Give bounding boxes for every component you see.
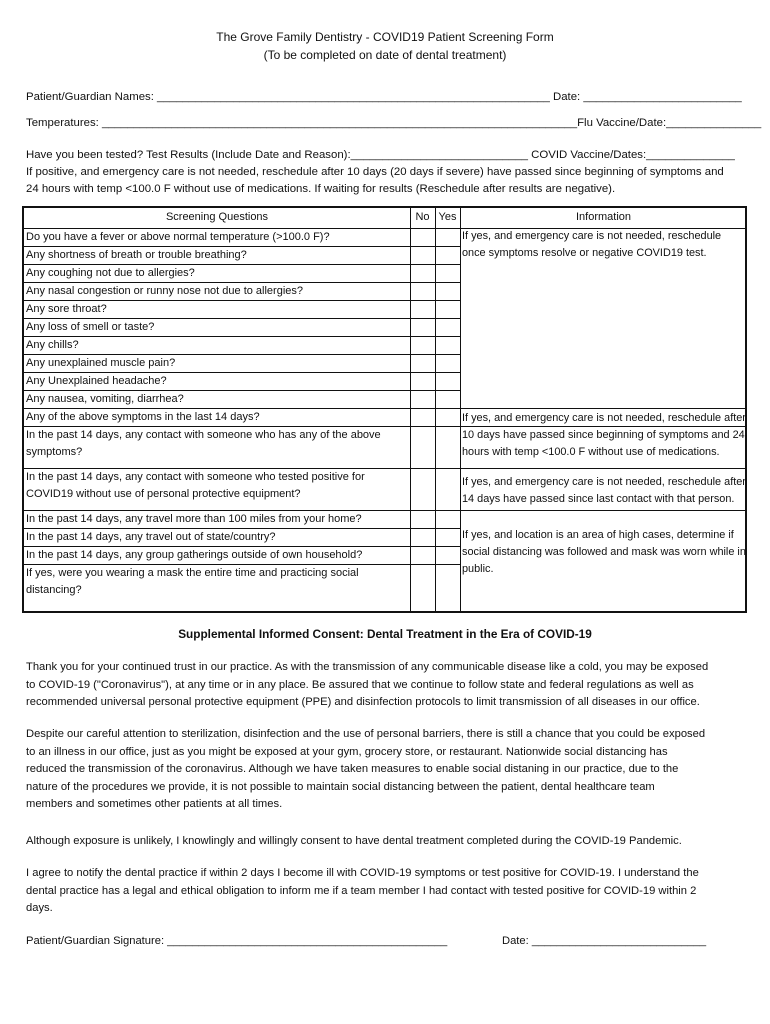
answer-yes-cell[interactable] <box>436 408 460 426</box>
column-divider <box>460 208 461 611</box>
screening-question <box>26 337 79 354</box>
answer-no-cell[interactable] <box>411 336 435 354</box>
instructions-line-1: If positive, and emergency care is not needed, reschedule after 10 days (20 days if severe) have passed since beginning of symptoms and <box>26 166 724 178</box>
screening-table <box>22 206 747 613</box>
consent-paragraph-1 <box>26 659 748 712</box>
info-block-positive-contact: If yes, and emergency care is not needed, reschedule after 14 days have passed since last contact with that person. <box>462 476 746 505</box>
answer-no-cell[interactable] <box>411 282 435 300</box>
answer-no-cell[interactable] <box>411 390 435 408</box>
screening-question-text: In the past 14 days, any contact with someone who tested positive for <box>26 471 365 483</box>
screening-question-text: In the past 14 days, any travel more than 100 miles from your home? <box>26 513 362 525</box>
info-block-travel: If yes, and location is an area of high cases, determine if social distancing was followed and mask was worn while in public. <box>462 529 746 575</box>
screening-question-text: If yes, were you wearing a mask the entire time and practicing social <box>26 567 359 579</box>
screening-question <box>26 229 330 246</box>
consent-p1-line: Thank you for your continued trust in our practice. As with the transmission of any communicable disease like a cold, you may be exposed <box>26 661 709 673</box>
consent-p4-line: I agree to notify the dental practice if within 2 days I become ill with COVID-19 symptoms or test positive for COVID-19. I understand the <box>26 867 699 879</box>
header-information: Information <box>575 211 632 223</box>
signature-date-field[interactable]: Date: ____________________________ <box>502 935 707 947</box>
answer-no-cell[interactable] <box>411 468 435 510</box>
screening-question <box>26 469 365 503</box>
screening-question <box>26 355 175 372</box>
consent-title: Supplemental Informed Consent: Dental Treatment in the Era of COVID-19 <box>178 627 592 641</box>
header-yes: Yes <box>438 211 457 223</box>
instructions-line-2: 24 hours with temp <100.0 F without use of medications. If waiting for results (Reschedule after results are negative). <box>26 183 616 195</box>
answer-no-cell[interactable] <box>411 264 435 282</box>
screening-question <box>26 265 195 282</box>
screening-question-text: Any of the above symptoms in the last 14 days? <box>26 411 260 423</box>
screening-question <box>26 547 362 564</box>
consent-p2-line: reduced the transmission of the coronavirus. Although we have taken measures to enable social distaning in our practice, due to the <box>26 763 679 775</box>
info-block-recent-symptoms: If yes, and emergency care is not needed, reschedule after 10 days have passed since beginning of symptoms and 24 hours with temp <100.0 F without use of medications. <box>462 412 746 458</box>
consent-p4-line: days. <box>26 902 53 914</box>
consent-p2-line: to an illness in our office, just as you might be exposed at your gym, grocery store, or restaurant. Nationwide social distancing has <box>26 745 668 758</box>
consent-paragraph-2 <box>26 726 748 814</box>
answer-yes-cell[interactable] <box>436 546 460 564</box>
answer-yes-cell[interactable] <box>436 510 460 528</box>
answer-no-cell[interactable] <box>411 318 435 336</box>
screening-question-text: Any unexplained muscle pain? <box>26 357 176 369</box>
answer-no-cell[interactable] <box>411 372 435 390</box>
signature-field[interactable]: Patient/Guardian Signature: _____________________________________________ <box>26 935 448 947</box>
answer-yes-cell[interactable] <box>436 264 460 282</box>
screening-question-text: COVID19 without use of personal protective equipment? <box>26 488 301 500</box>
consent-p1-line: recommended universal personal protective equipment (PPE) and disinfection protocols to limit transmission of all diseases in our office. <box>26 696 700 708</box>
consent-paragraph-3: Although exposure is unlikely, I knowlingly and willingly consent to have dental treatment completed during the COVID-19 Pandemic. <box>26 835 682 847</box>
answer-yes-cell[interactable] <box>436 228 460 246</box>
answer-yes-cell[interactable] <box>436 528 460 546</box>
answer-yes-cell[interactable] <box>436 564 460 608</box>
screening-question <box>26 247 247 264</box>
screening-question <box>26 391 184 408</box>
screening-question-text: In the past 14 days, any contact with someone who has any of the above <box>26 429 381 441</box>
header-no: No <box>415 211 430 223</box>
answer-yes-cell[interactable] <box>436 426 460 468</box>
temperature-flu-vaccine-field[interactable]: Temperatures: ___________________________________________________________________________Flu Vaccine/Date:_______________ <box>26 117 762 129</box>
screening-question-text: Any coughing not due to allergies? <box>26 267 195 279</box>
screening-question-text: Any nasal congestion or runny nose not due to allergies? <box>26 285 304 297</box>
answer-no-cell[interactable] <box>411 228 435 246</box>
screening-question <box>26 373 167 390</box>
screening-question <box>26 427 381 461</box>
screening-question <box>26 301 107 318</box>
answer-yes-cell[interactable] <box>436 354 460 372</box>
consent-p2-line: Despite our careful attention to sterilization, disinfection and the use of personal barriers, there is still a chance that you could be exposed <box>26 728 706 740</box>
screening-question <box>26 529 275 546</box>
screening-question-text: Do you have a fever or above normal temperature (>100.0 F)? <box>26 231 330 243</box>
screening-question-text: Any Unexplained headache? <box>26 375 167 387</box>
answer-yes-cell[interactable] <box>436 246 460 264</box>
screening-question <box>26 511 362 528</box>
answer-no-cell[interactable] <box>411 510 435 528</box>
test-results-covid-vaccine-field[interactable]: Have you been tested? Test Results (Include Date and Reason):____________________________ COVID Vaccine/Dates:______________ <box>26 149 735 161</box>
answer-no-cell[interactable] <box>411 528 435 546</box>
screening-question-text: Any nausea, vomiting, diarrhea? <box>26 393 184 405</box>
answer-no-cell[interactable] <box>411 546 435 564</box>
answer-yes-cell[interactable] <box>436 336 460 354</box>
consent-p1-line: to COVID-19 ("Coronavirus"), at any time or in any place. Be assured that we continue to follow state and federal regulations as well as <box>26 678 694 691</box>
answer-yes-cell[interactable] <box>436 318 460 336</box>
screening-question-text: Any loss of smell or taste? <box>26 321 155 333</box>
form-subtitle: (To be completed on date of dental treatment) <box>263 48 507 62</box>
answer-no-cell[interactable] <box>411 246 435 264</box>
screening-question-text: distancing? <box>26 584 82 596</box>
screening-question <box>26 283 303 300</box>
screening-question <box>26 409 260 426</box>
consent-p4-line: dental practice has a legal and ethical obligation to inform me if a team member I had contact with tested positive for COVID-19 within 2 <box>26 884 697 897</box>
screening-question <box>26 319 154 336</box>
consent-p2-line: members and sometimes other patients at all times. <box>26 798 283 810</box>
header-screening-questions: Screening Questions <box>165 211 269 223</box>
answer-yes-cell[interactable] <box>436 372 460 390</box>
info-block-symptoms: If yes, and emergency care is not needed, reschedule once symptoms resolve or negative COVID19 test. <box>462 230 722 259</box>
screening-question-text: Any chills? <box>26 339 79 351</box>
answer-no-cell[interactable] <box>411 426 435 468</box>
answer-no-cell[interactable] <box>411 408 435 426</box>
screening-question-text: Any shortness of breath or trouble breathing? <box>26 249 247 261</box>
answer-no-cell[interactable] <box>411 354 435 372</box>
names-date-field[interactable]: Patient/Guardian Names: ______________________________________________________________ Date: _________________________ <box>26 91 742 103</box>
answer-no-cell[interactable] <box>411 300 435 318</box>
answer-yes-cell[interactable] <box>436 282 460 300</box>
answer-yes-cell[interactable] <box>436 468 460 510</box>
consent-paragraph-4 <box>26 865 748 918</box>
form-title: The Grove Family Dentistry - COVID19 Patient Screening Form <box>216 30 554 44</box>
screening-question-text: In the past 14 days, any group gatherings outside of own household? <box>26 549 363 561</box>
answer-yes-cell[interactable] <box>436 390 460 408</box>
screening-question-text: symptoms? <box>26 446 83 458</box>
answer-no-cell[interactable] <box>411 564 435 608</box>
screening-question <box>26 565 359 599</box>
row-divider <box>24 336 460 337</box>
answer-yes-cell[interactable] <box>436 300 460 318</box>
screening-question-text: Any sore throat? <box>26 303 107 315</box>
screening-question-text: In the past 14 days, any travel out of state/country? <box>26 531 276 543</box>
consent-p2-line: nature of the procedures we provide, it is not possible to maintain social distancing between the patient, dental healthcare team <box>26 780 655 793</box>
